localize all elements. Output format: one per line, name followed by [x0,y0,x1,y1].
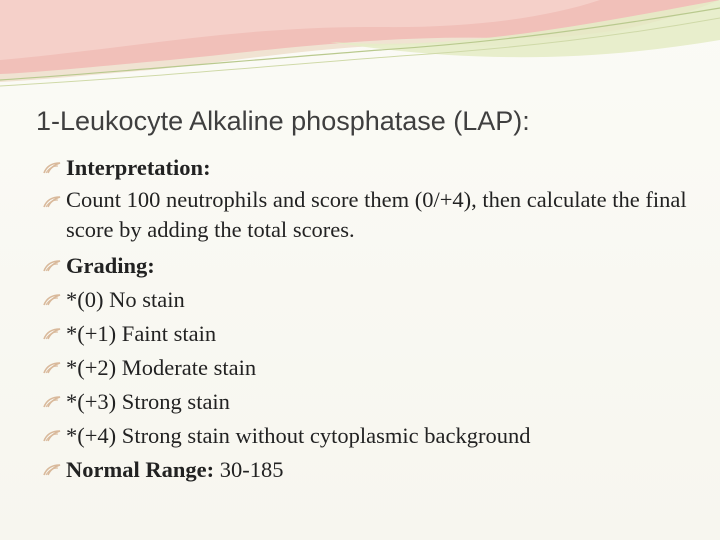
grade-4-text: *(+4) Strong stain without cytoplasmic background [66,423,531,448]
list-item [42,283,702,317]
list-item [42,249,702,283]
list-item [42,317,702,351]
grade-1-text: *(+1) Faint stain [66,321,217,346]
bullet-icon [42,463,62,477]
list-item [42,419,702,453]
bullet-icon [42,429,62,443]
bullet-icon [42,195,62,209]
list-item [42,385,702,419]
count-instruction-text: Count 100 neutrophils and score them (0/+4), then calculate the final score by adding the total scores. [66,187,687,242]
interpretation-heading: Interpretation: [66,155,211,180]
bullet-icon [42,161,62,175]
decorative-top-band [0,0,720,110]
bullet-icon [42,361,62,375]
grade-0-text: *(0) No stain [66,287,185,312]
grade-2-text: *(+2) Moderate stain [66,355,257,380]
list-item [42,151,702,185]
list-item [42,185,702,249]
bullet-list [42,151,702,487]
bullet-icon [42,395,62,409]
normal-range-label: Normal Range: [66,457,215,482]
grade-3-text: *(+3) Strong stain [66,389,230,414]
bullet-icon [42,259,62,273]
list-item [42,351,702,385]
bullet-icon [42,293,62,307]
bullet-icon [42,327,62,341]
list-item [42,453,702,487]
grading-heading: Grading: [66,253,155,278]
normal-range-value: 30-185 [214,457,284,482]
page-title: 1-Leukocyte Alkaline phosphatase (LAP): [36,106,530,136]
